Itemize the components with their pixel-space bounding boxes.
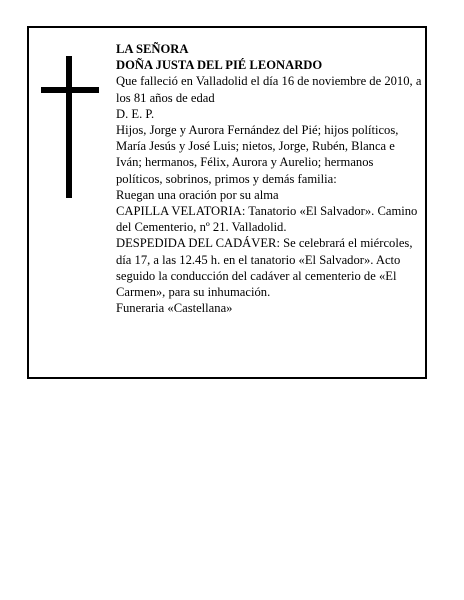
deceased-name: DOÑA JUSTA DEL PIÉ LEONARDO — [116, 58, 323, 73]
obituary-notice — [27, 26, 427, 379]
death-info: Que falleció en Valladolid el día 16 de noviembre de 2010, a los 81 años de edad — [116, 74, 422, 105]
cross-vertical-bar — [66, 56, 72, 198]
farewell-info: DESPEDIDA DEL CADÁVER: Se celebrará el miércoles, día 17, a las 12.45 h. en el tanatorio «El Salvador». Acto seguido la conducción del cadáver al cementerio de «El Carmen», para su inhumación. — [116, 236, 413, 300]
notice-text — [116, 41, 422, 316]
cross-horizontal-bar — [41, 87, 99, 93]
heading-title: LA SEÑORA — [116, 42, 189, 56]
funeral-home: Funeraria «Castellana» — [116, 301, 233, 316]
rip-abbreviation: D. E. P. — [116, 106, 155, 121]
family-members: Hijos, Jorge y Aurora Fernández del Pié; hijos políticos, María Jesús y José Luis; nietos, Jorge, Rubén, Blanca e Iván; hermanos, Félix, Aurora y Aurelio; hermanos políticos, sobrinos, primos y demás familia: — [116, 123, 399, 186]
prayer-request: Ruegan una oración por su alma — [116, 187, 279, 202]
latin-cross-icon — [41, 56, 99, 198]
chapel-info: CAPILLA VELATORIA: Tanatorio «El Salvador». Camino del Cementerio, nº 21. Valladolid. — [116, 204, 418, 235]
